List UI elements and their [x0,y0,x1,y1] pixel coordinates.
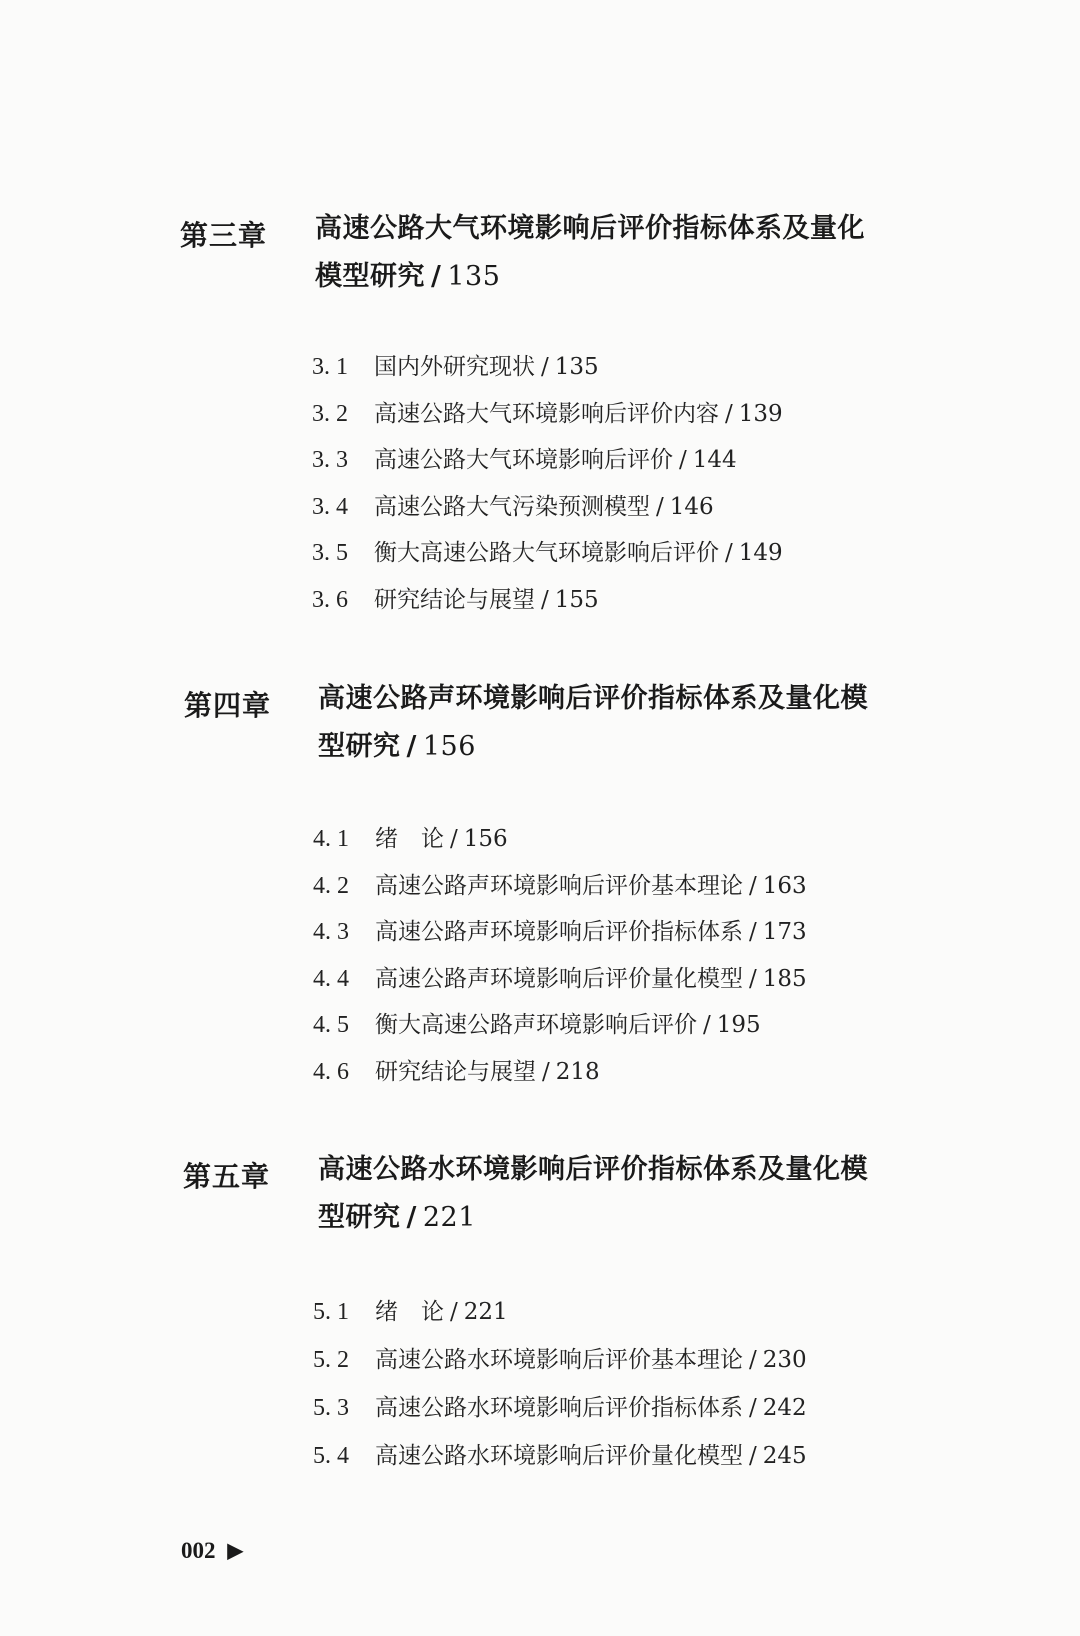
separator: / [703,1012,711,1038]
section-number: 5. 3 [313,1395,349,1421]
chapter-title-text: 高速公路大气环境影响后评价指标体系及量化模型研究 [315,213,865,292]
toc-entry[interactable] [312,344,783,391]
separator: / [725,400,733,427]
section-number: 3. 1 [312,354,348,380]
separator: / [749,1347,757,1373]
toc-entry[interactable] [312,484,783,531]
section-number: 4. 2 [313,872,349,899]
toc-entry[interactable] [313,956,807,1003]
separator: / [542,1058,550,1085]
section-number: 3. 3 [312,447,348,473]
section-title: 绪 论 [375,826,444,852]
section-number: 5. 2 [313,1347,349,1373]
section-page: 144 [692,447,737,473]
toc-entry[interactable] [313,1432,807,1480]
chapter-label: 第三章 [180,219,268,252]
page-number: 002 [181,1538,216,1563]
section-title: 高速公路大气污染预测模型 [374,493,650,520]
section-page: 135 [554,354,599,380]
section-title: 高速公路水环境影响后评价指标体系 [375,1395,743,1421]
section-number: 5. 1 [313,1299,349,1325]
toc-entry[interactable] [313,1002,807,1049]
section-page: 139 [738,400,783,427]
section-title: 衡大高速公路大气环境影响后评价 [374,540,719,566]
page-footer [181,1538,243,1564]
separator: / [450,826,458,852]
section-title: 绪 论 [375,1299,444,1325]
chapter-title[interactable] [318,1146,888,1242]
separator: / [656,493,664,520]
section-page: 218 [555,1058,600,1085]
toc-entry[interactable] [313,909,807,956]
section-title: 高速公路声环境影响后评价量化模型 [375,965,743,992]
section-list [313,816,807,1095]
section-title: 高速公路声环境影响后评价基本理论 [375,872,743,899]
section-number: 4. 1 [313,826,349,852]
section-title: 高速公路声环境影响后评价指标体系 [375,919,743,945]
section-page: 156 [463,826,508,852]
section-title: 高速公路大气环境影响后评价内容 [374,400,719,427]
section-title: 高速公路水环境影响后评价量化模型 [375,1443,743,1469]
toc-entry[interactable] [312,530,783,577]
section-number: 4. 5 [313,1012,349,1038]
section-page: 185 [762,965,807,992]
toc-entry[interactable] [312,437,783,484]
section-number: 4. 3 [313,919,349,945]
toc-entry[interactable] [313,863,807,910]
toc-entry[interactable] [313,816,807,863]
section-title: 高速公路大气环境影响后评价 [374,447,673,473]
section-page: 245 [762,1443,807,1469]
separator: / [749,1443,757,1469]
separator: / [450,1299,458,1325]
chapter-page: 135 [447,261,501,292]
chapter-title-text: 高速公路水环境影响后评价指标体系及量化模型研究 [318,1154,868,1233]
separator: / [406,731,417,762]
chapter-title[interactable] [315,205,885,301]
toc-entry[interactable] [313,1049,807,1096]
separator: / [749,919,757,945]
section-number: 4. 4 [313,965,349,992]
section-list [313,1288,807,1480]
chapter-label: 第四章 [184,689,272,722]
chapter-page: 221 [422,1202,476,1233]
toc-entry[interactable] [313,1288,807,1336]
section-title: 研究结论与展望 [375,1058,536,1085]
section-page: 242 [762,1395,807,1421]
section-title: 衡大高速公路声环境影响后评价 [375,1012,697,1038]
section-page: 230 [762,1347,807,1373]
section-title: 国内外研究现状 [374,354,535,380]
separator: / [749,872,757,899]
toc-entry[interactable] [313,1384,807,1432]
section-page: 163 [762,872,807,899]
separator: / [749,965,757,992]
section-number: 5. 4 [313,1443,349,1469]
toc-entry[interactable] [313,1336,807,1384]
separator: / [679,447,687,473]
chapter-page: 156 [422,731,476,762]
section-page: 221 [463,1299,508,1325]
chapter-title-text: 高速公路声环境影响后评价指标体系及量化模型研究 [318,683,868,762]
section-number: 3. 6 [312,586,348,613]
section-list [312,344,783,623]
section-number: 3. 4 [312,493,348,520]
section-number: 3. 5 [312,540,348,566]
section-page: 146 [669,493,714,520]
chapter-title[interactable] [318,675,888,771]
separator: / [725,540,733,566]
section-page: 149 [738,540,783,566]
chapter-label: 第五章 [183,1160,271,1193]
toc-entry[interactable] [312,577,783,624]
next-arrow-icon: ▶ [227,1540,243,1562]
separator: / [541,354,549,380]
section-page: 173 [762,919,807,945]
section-title: 研究结论与展望 [374,586,535,613]
section-page: 155 [554,586,599,613]
toc-entry[interactable] [312,391,783,438]
separator: / [541,586,549,613]
separator: / [431,261,442,292]
separator: / [749,1395,757,1421]
separator: / [406,1202,417,1233]
section-number: 3. 2 [312,400,348,427]
section-title: 高速公路水环境影响后评价基本理论 [375,1347,743,1373]
section-number: 4. 6 [313,1058,349,1085]
section-page: 195 [716,1012,761,1038]
